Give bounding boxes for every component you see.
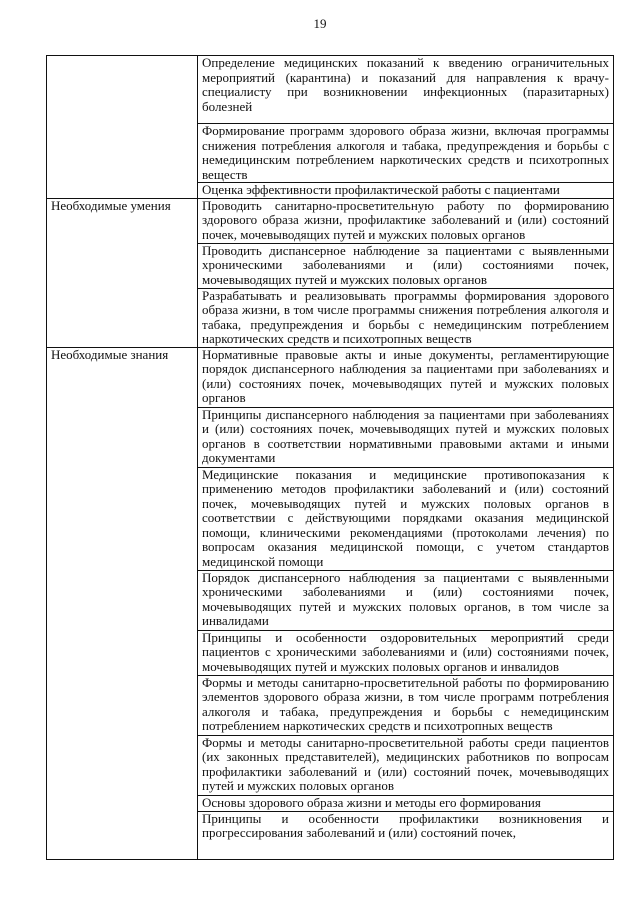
row-text-cell: Оценка эффективности профилактической работы с пациентами bbox=[198, 183, 614, 199]
row-text-cell: Порядок диспансерного наблюдения за пациентами с выявленными хроническими заболеваниями и (или) состояниями почек, мочевыводящих путей и мужских половых органов, в том числе за инвалидами bbox=[198, 570, 614, 630]
row-label-cell: Необходимые умения bbox=[47, 198, 198, 347]
row-text-cell: Формы и методы санитарно-просветительной работы среди пациентов (их законных представителей), медицинских работников по вопросам профилактики заболеваний и (или) состояний почек, мочевыводящих путей и мужских половых органов bbox=[198, 735, 614, 795]
row-text-cell: Формирование программ здорового образа жизни, включая программы снижения потребления алкоголя и табака, предупреждения и борьбы с немедицинским потреблением наркотических средств и психотропных веществ bbox=[198, 124, 614, 183]
row-text-cell: Нормативные правовые акты и иные документы, регламентирующие порядок диспансерного наблюдения за пациентами при заболеваниях и (или) состояниях почек, мочевыводящих путей и мужских половых органов bbox=[198, 347, 614, 407]
page-number: 19 bbox=[313, 16, 327, 31]
row-text-cell: Принципы диспансерного наблюдения за пациентами при заболеваниях и (или) состояниях почек, мочевыводящих путей и мужских половых органов в соответствии нормативными правовыми актами и иными документами bbox=[198, 407, 614, 467]
row-text-cell: Определение медицинских показаний к введению ограничительных мероприятий (карантина) и показаний для направления к врачу-специалисту при возникновении инфекционных (паразитарных) болезней bbox=[198, 56, 614, 124]
row-text-cell: Основы здорового образа жизни и методы его формирования bbox=[198, 795, 614, 811]
table-row bbox=[47, 347, 614, 407]
row-text-cell: Проводить санитарно-просветительную работу по формированию здорового образа жизни, профилактике заболеваний и (или) состояний почек, мочевыводящих путей и мужских половых органов bbox=[198, 198, 614, 243]
requirements-table bbox=[46, 55, 614, 860]
row-text-cell: Формы и методы санитарно-просветительной работы по формированию элементов здорового образа жизни, в том числе программ потребления алкоголя и табака, предупреждения и борьбы с немедицинским потреблением наркотических средств и психотропных веществ bbox=[198, 675, 614, 735]
row-label-cell: Необходимые знания bbox=[47, 347, 198, 859]
row-text-cell: Проводить диспансерное наблюдение за пациентами с выявленными хроническими заболеваниями и (или) состояниями почек, мочевыводящих путей и мужских половых органов bbox=[198, 243, 614, 288]
table-row bbox=[47, 56, 614, 124]
row-text-cell: Медицинские показания и медицинские противопоказания к применению методов профилактики заболеваний и (или) состояний почек, мочевыводящих путей и мужских половых органов в соответствии с действующими порядками оказания медицинской помощи, клиническими рекомендациями (протоколами лечения) по вопросам оказания медицинской помощи, с учетом стандартов медицинской помощи bbox=[198, 467, 614, 570]
row-text-cell: Принципы и особенности профилактики возникновения и прогрессирования заболеваний и (или) состояний почек, bbox=[198, 811, 614, 859]
row-text-cell: Принципы и особенности оздоровительных мероприятий среди пациентов с хроническими заболеваниями и (или) состояниями почек, мочевыводящих путей и мужских половых органов и инвалидов bbox=[198, 630, 614, 675]
table-row bbox=[47, 198, 614, 243]
row-label-cell bbox=[47, 56, 198, 199]
row-text-cell: Разрабатывать и реализовывать программы формирования здорового образа жизни, в том числе программы снижения потребления алкоголя и табака, предупреждения и борьбы с немедицинским потреблением наркотических средств и психотропных веществ bbox=[198, 288, 614, 347]
